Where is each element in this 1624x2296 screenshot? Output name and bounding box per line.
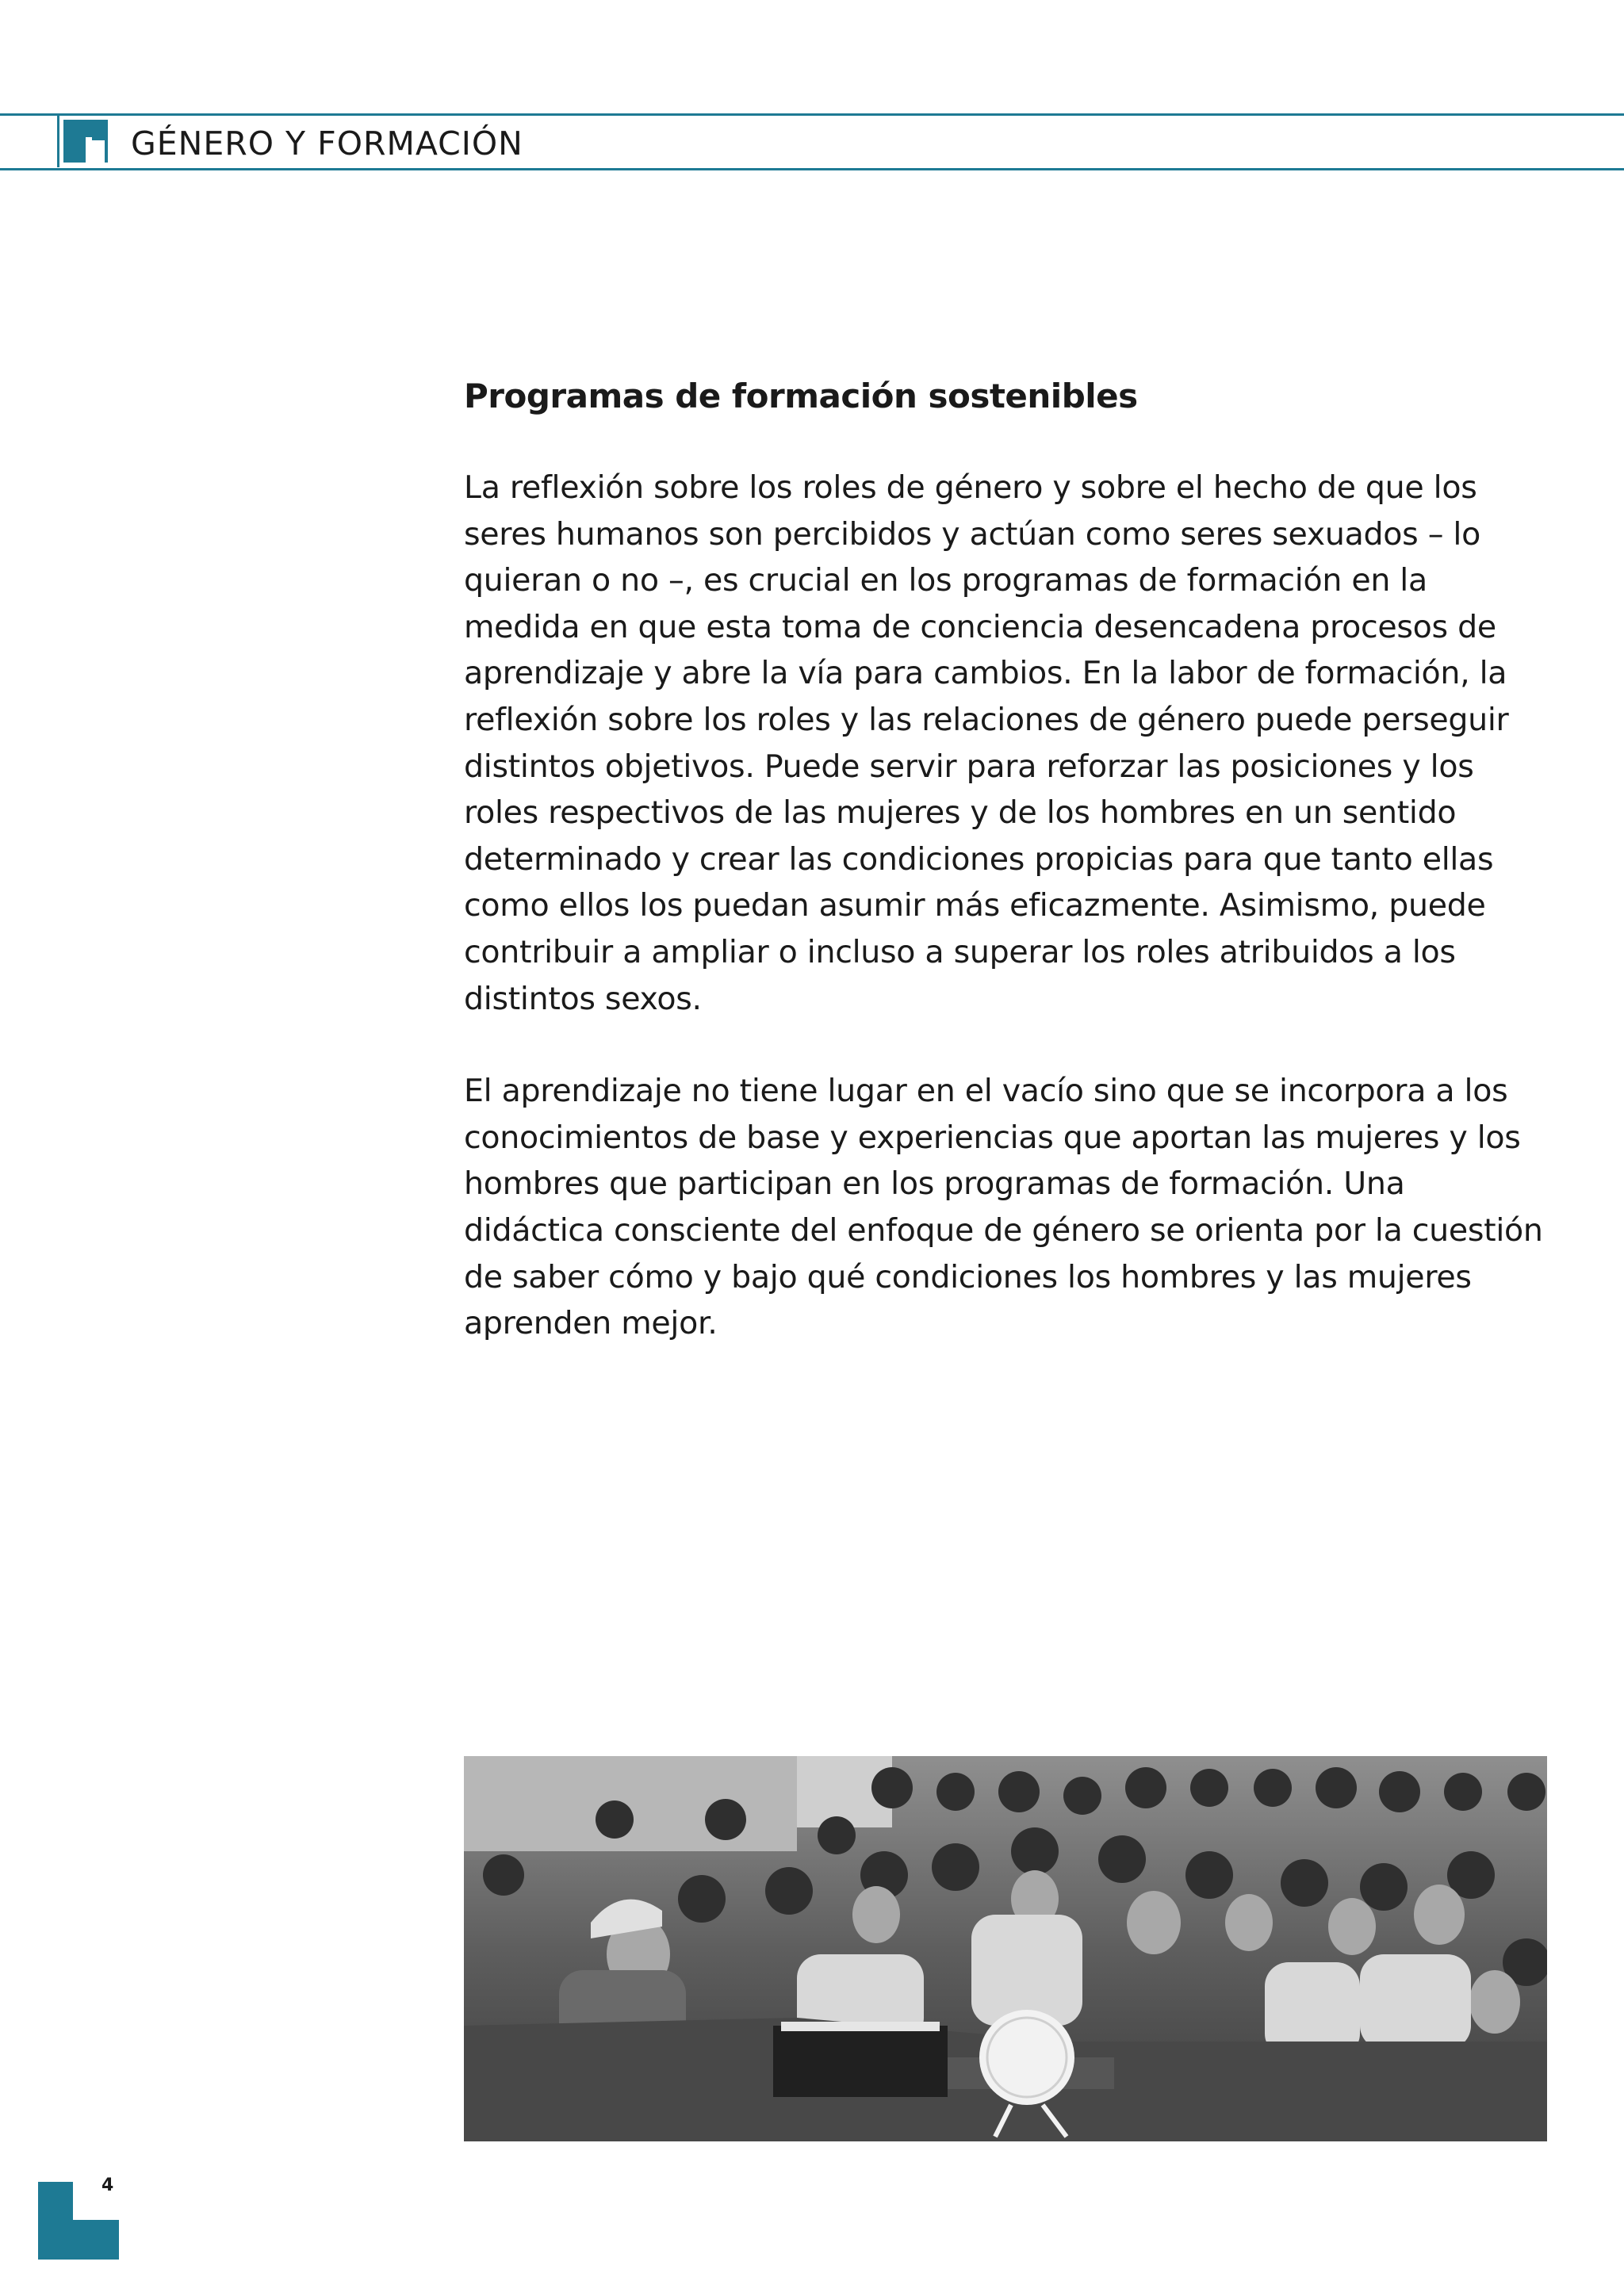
paragraph-2: El aprendizaje no tiene lugar en el vacío sino que se incorpora a los conocimientos de base y experiencias que aportan las mujeres y los hombres que participan en los programas de formación. Una didáctica consciente del enfoque de género se orienta por la cuestión de saber cómo y bajo qué condiciones los hombres y las mujeres aprenden mejor. [464, 1073, 1543, 1342]
paragraph-1: La reflexión sobre los roles de género y sobre el hecho de que los seres humanos son percibidos y actúan como seres sexuados – lo quieran o no –, es crucial en los programas de formación en la medida en que esta toma de conciencia desencadena procesos de aprendizaje y abre la vía para cambios. En la labor de formación, la reflexión sobre los roles y las relaciones de género puede perseguir distintos objetivos. Puede servir para reforzar las posiciones y los roles respectivos de las mujeres y de los hombres en un sentido determinado y crear las condiciones propicias para que tanto ellas como ellos los puedan asumir más eficazmente. Asimismo, puede contribuir a ampliar o incluso a superar los roles atribuidos a los distintos sexos. [464, 469, 1509, 1017]
header-rule-bottom [0, 168, 1624, 170]
brand-logo-icon [57, 115, 111, 167]
header-rule-top [0, 113, 1624, 116]
classroom-photo [464, 1756, 1547, 2141]
page-number: 4 [102, 2175, 114, 2195]
header-title: GÉNERO Y FORMACIÓN [131, 124, 523, 163]
main-content [464, 373, 1550, 1393]
section-title: Programas de formación sostenibles [464, 377, 1138, 415]
